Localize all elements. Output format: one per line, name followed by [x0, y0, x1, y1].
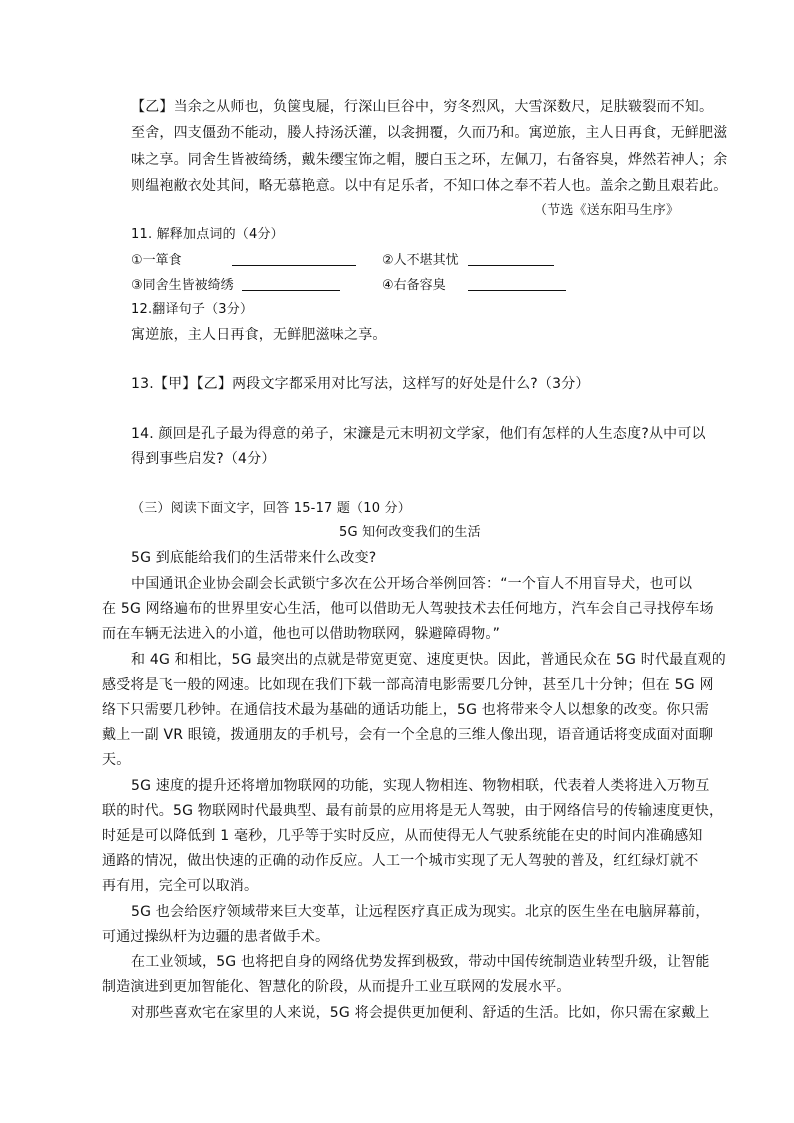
- section3-heading: （三）阅读下面文字，回答 15-17 题（10 分）: [131, 501, 411, 516]
- article-line-8: 戴上一副 VR 眼镜，拨通朋友的手机号，会有一个全息的三维人像出现，语音通话将变成面对面聊: [102, 727, 714, 743]
- q14-line-1: 14. 颜回是孔子最为得意的弟子，宋濂是元末明初文学家，他们有怎样的人生态度?从中可以: [131, 426, 706, 442]
- article-line-4: 而在车辆无法进入的小道，他也可以借助物联网，躲避障碍物。”: [102, 626, 501, 642]
- section3-article-title: 5G 知何改变我们的生活: [339, 525, 481, 540]
- article-line-15: 5G 也会给医疗领域带来巨大变革，让远程医疗真正成为现实。北京的医生坐在电脑屏幕前，: [131, 904, 710, 920]
- article-line-12: 时延是可以降低到 1 毫秒，几乎等于实时反应，从而使得无人气驶系统能在史的时间内准确感知: [102, 828, 703, 844]
- article-line-3: 在 5G 网络遍布的世界里安心生活，他可以借助无人驾驶技术去任何地方，汽车会自己寻找停车场: [102, 601, 714, 617]
- q11-item-2: [382, 251, 554, 270]
- article-line-1: 5G 到底能给我们的生活带来什么改变?: [131, 550, 377, 566]
- article-line-11: 联的时代。5G 物联网时代最典型、最有前景的应用将是无人驾驶，由于网络信号的传输速度更快，: [102, 803, 724, 819]
- q11-item-3: [131, 276, 340, 295]
- article-line-14: 再有用，完全可以取消。: [102, 878, 259, 894]
- q11-item-4-label: ④右备容臭: [382, 278, 446, 293]
- q11-item-4-answer-blank[interactable]: [468, 276, 566, 291]
- q11-item-1-answer-blank[interactable]: [232, 251, 356, 266]
- passage-b-line-3: 味之享。同舍生皆被绮绣，戴朱缨宝饰之帽，腰白玉之环，左佩刀，右备容臭，烨然若神人；余: [131, 152, 728, 168]
- passage-b-line-4: 则缊袍敝衣处其间，略无慕艳意。以中有足乐者，不知口体之奉不若人也。盖余之勤且艰若此。: [131, 178, 728, 194]
- q12-title: 12.翻译句子（3分）: [131, 302, 254, 317]
- passage-b-line-2: 至舍，四支僵劲不能动，媵人持汤沃灌，以衾拥覆，久而乃和。寓逆旅，主人日再食，无鲜肥滋: [131, 125, 728, 141]
- article-line-2: 中国通讯企业协会副会长武锁宁多次在公开场合举例回答：“一个盲人不用盲导犬，也可以: [131, 576, 693, 592]
- article-line-9: 天。: [102, 752, 131, 768]
- q11-item-1-label: ①一箪食: [131, 253, 182, 268]
- article-line-6: 感受将是飞一般的网速。比如现在我们下载一部高清电影需要几分钟，甚至几十分钟；但在 5G 网: [102, 677, 714, 693]
- article-line-19: 对那些喜欢宅在家里的人来说，5G 将会提供更加便利、舒适的生活。比如，你只需在家戴上: [131, 1005, 710, 1021]
- q11-item-3-label: ③同舍生皆被绮绣: [131, 278, 234, 293]
- q11-item-2-label: ②人不堪其忧: [382, 253, 459, 268]
- article-line-13: 通路的情况，做出快速的正确的动作反应。人工一个城市实现了无人驾驶的普及，红红绿灯就不: [102, 853, 699, 869]
- article-line-10: 5G 速度的提升还将增加物联网的功能，实现人物相连、物物相联，代表着人类将进入万物互: [131, 778, 710, 794]
- q11-title: 11. 解释加点词的（4分）: [131, 227, 284, 242]
- article-line-17: 在工业领域，5G 也将把自身的网络优势发挥到极致，带动中国传统制造业转型升级，让智能: [131, 954, 710, 970]
- article-line-16: 可通过操纵杆为边疆的患者做手术。: [102, 929, 330, 945]
- q14-line-2: 得到事些启发?（4分）: [131, 451, 276, 467]
- q13-text: 13.【甲】【乙】两段文字都采用对比写法，这样写的好处是什么?（3分）: [131, 376, 590, 392]
- q11-item-1: [131, 251, 356, 270]
- article-line-5: 和 4G 和相比，5G 最突出的点就是带宽更宽、速度更快。因此，普通民众在 5G 时代最直观的: [131, 652, 726, 668]
- q12-sentence: 寓逆旅，主人日再食，无鲜肥滋味之享。: [131, 327, 387, 343]
- passage-b-line-1: 【乙】当余之从师也，负箧曳屣，行深山巨谷中，穷冬烈风，大雪深数尺，足肤皲裂而不知。: [131, 99, 714, 115]
- article-line-18: 制造演进到更加智能化、智慧化的阶段，从而提升工业互联网的发展水平。: [102, 979, 571, 995]
- passage-b-source: （节选《送东阳马生序》: [534, 203, 680, 218]
- q11-item-4: [382, 276, 566, 295]
- article-line-7: 络下只需要几秒钟。在通信技术最为基础的通话功能上，5G 也将带来令人以想象的改变。你只需: [102, 702, 710, 718]
- q11-item-2-answer-blank[interactable]: [468, 251, 554, 266]
- q11-item-3-answer-blank[interactable]: [242, 276, 340, 291]
